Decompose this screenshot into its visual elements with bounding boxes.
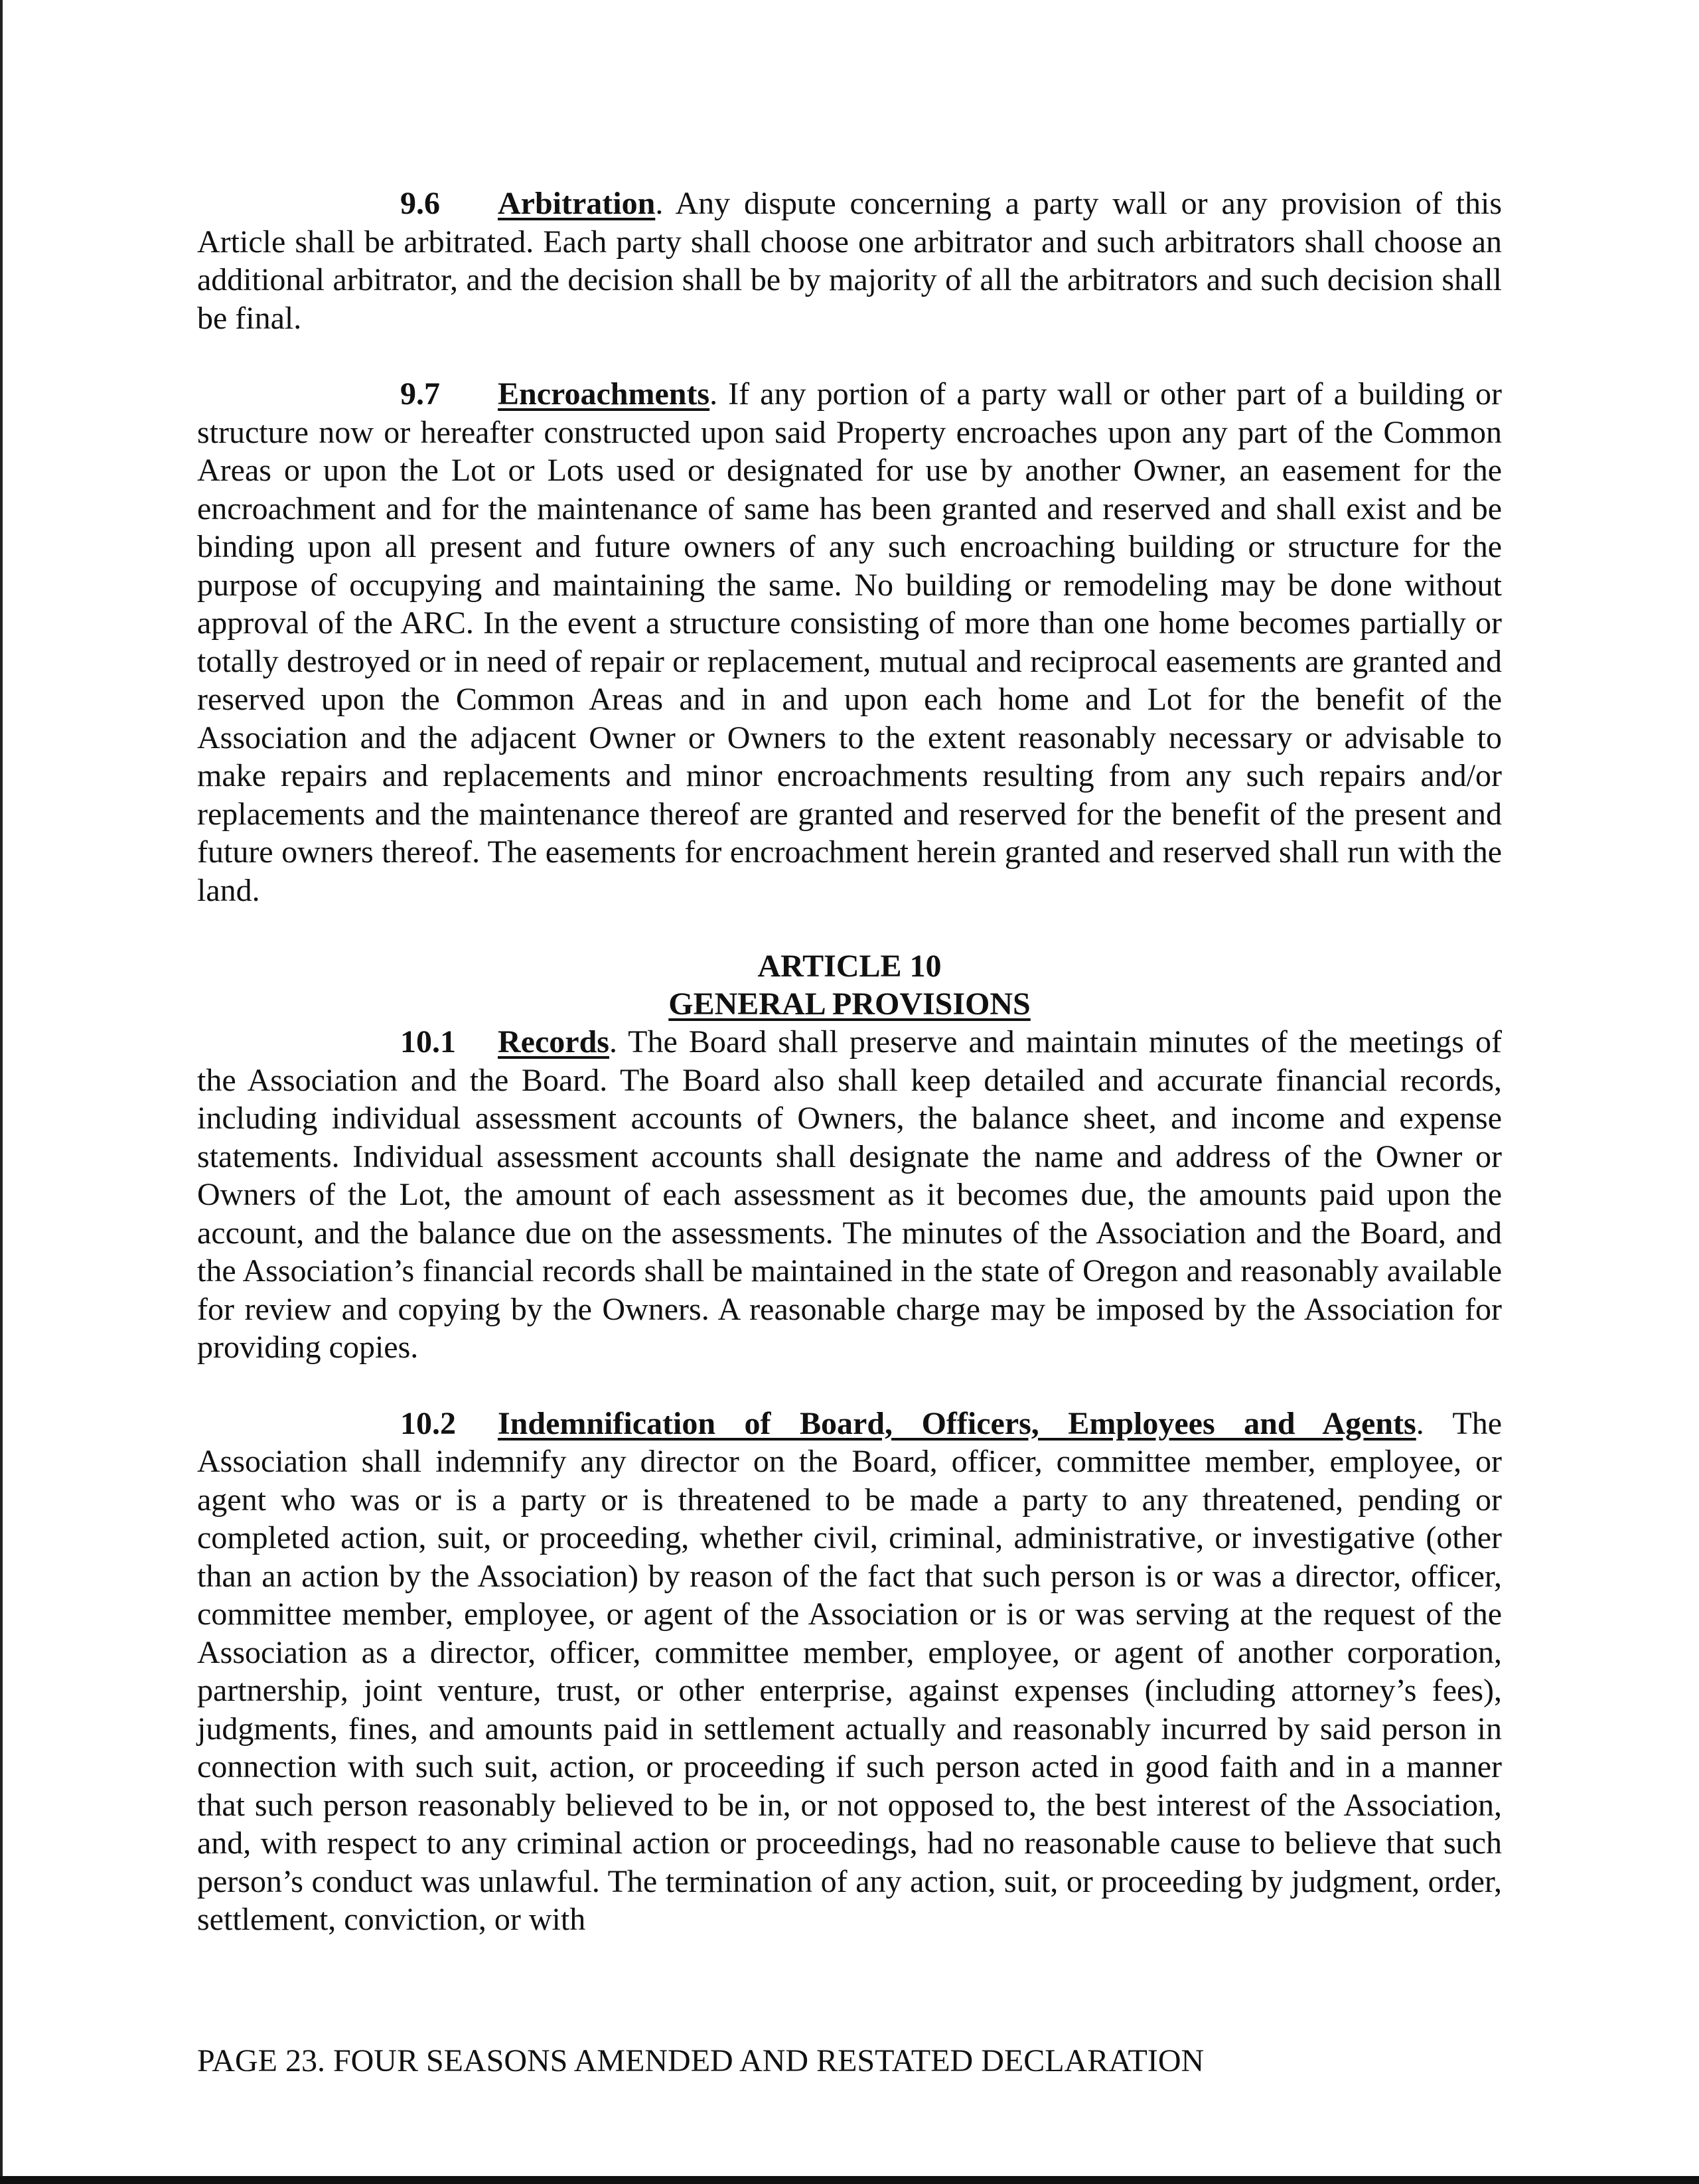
section-number: 9.6 (400, 186, 440, 221)
section-title: Arbitration (498, 186, 656, 221)
section-title: Records (498, 1024, 609, 1059)
section-title: Encroachments (498, 376, 710, 412)
section-10-1 (197, 1023, 1502, 1367)
section-title: Indemnification of Board, Officers, Employees and Agents (498, 1405, 1416, 1441)
article-heading (197, 947, 1502, 1023)
document-page (197, 185, 1502, 1939)
section-text: If any portion of a party wall or other part of a building or structure now or hereafter constructed upon said Property encroaches upon any part of the Common Areas or upon the Lot or Lots used or designated for use by another Owner, an easement for the encroachment and for the maintenance of same has been granted and reserved and shall exist and be binding upon all present and future owners of any such encroaching building or structure for the purpose of occupying and maintaining the same. No building or remodeling may be done without approval of the ARC. In the event a structure consisting of more than one home becomes partially or totally destroyed or in need of repair or replacement, mutual and reciprocal easements are granted and reserved upon the Common Areas and in and upon each home and Lot for the benefit of the Association and the adjacent Owner or Owners to the extent reasonably necessary or advisable to make repairs and replacements and minor encroachments resulting from any such repairs and/or replacements and the maintenance thereof are granted and reserved for the benefit of the present and future owners thereof. The easements for encroachment herein granted and reserved shall run with the land. (197, 376, 1503, 908)
section-title-end: . (655, 186, 664, 221)
section-title-end: . (709, 376, 718, 412)
section-text: The Board shall preserve and maintain minutes of the meetings of the Association and the Board. The Board also shall keep detailed and accurate financial records, including individual assessment accounts of Owners, the balance sheet, and income and expense statements. Individual assessment accounts shall designate the name and address of the Owner or Owners of the Lot, the amount of each assessment as it becomes due, the amounts paid upon the account, and the balance due on the assessments. The minutes of the Association and the Board, and the Association’s financial records shall be maintained in the state of Oregon and reasonably available for review and copying by the Owners. A reasonable charge may be imposed by the Association for providing copies. (197, 1024, 1502, 1365)
section-9-6 (197, 185, 1502, 337)
section-number: 10.1 (400, 1024, 456, 1059)
section-10-2 (197, 1405, 1502, 1939)
page-footer: PAGE 23. FOUR SEASONS AMENDED AND RESTATED DECLARATION (197, 2043, 1205, 2078)
scan-bottom-edge (0, 2176, 1699, 2184)
section-number: 10.2 (400, 1405, 456, 1441)
article-number: ARTICLE 10 (757, 949, 942, 984)
section-title-end: . (609, 1024, 617, 1059)
section-number: 9.7 (400, 376, 440, 412)
section-text: The Association shall indemnify any director on the Board, officer, committee member, employee, or agent who was or is a party or is threatened to be made a party to any threatened, pending or completed action, suit, or proceeding, whether civil, criminal, administrative, or investigative (other than an action by the Association) by reason of the fact that such person is or was a director, officer, committee member, employee, or agent of the Association or is or was serving at the request of the Association as a director, officer, committee member, employee, or agent of another corporation, partnership, joint venture, trust, or other enterprise, against expenses (including attorney’s fees), judgments, fines, and amounts paid in settlement actually and reasonably incurred by said person in connection with such suit, action, or proceeding if such person acted in good faith and in a manner that such person reasonably believed to be in, or not opposed to, the best interest of the Association, and, with respect to any criminal action or proceedings, had no reasonable cause to believe that such person’s conduct was unlawful. The termination of any action, suit, or proceeding by judgment, order, settlement, conviction, or with (197, 1405, 1503, 1937)
section-title-end: . (1416, 1405, 1424, 1441)
article-title: GENERAL PROVISIONS (668, 986, 1031, 1022)
section-text: Any dispute concerning a party wall or any provision of this Article shall be arbitrated. Each party shall choose one arbitrator and such arbitrators shall choose an additional arbitrator, and the decision shall be by majority of all the arbitrators and such decision shall be final. (197, 186, 1502, 336)
section-9-7 (197, 375, 1502, 909)
scan-left-edge (0, 0, 3, 2184)
